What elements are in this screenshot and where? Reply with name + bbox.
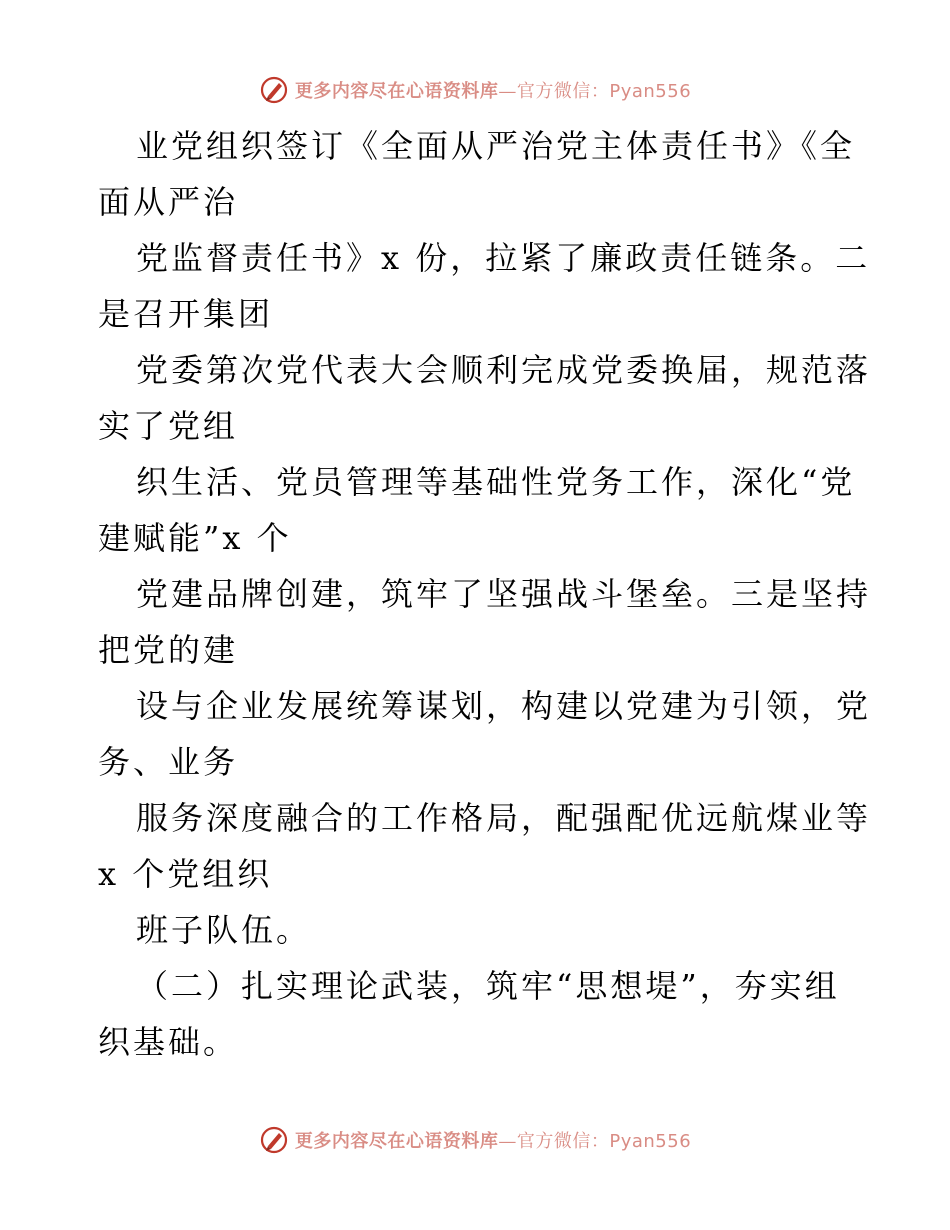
text-line: 织基础。 [98, 1023, 239, 1061]
watermark-wechat-id: Pyan556 [609, 81, 692, 102]
text-line: x 个党组织 [98, 855, 273, 893]
watermark-header [0, 70, 950, 110]
text-line: 把党的建 [98, 631, 239, 669]
text-line: 党监督责任书》x 份，拉紧了廉政责任链条。二 [136, 239, 871, 277]
text-line: 实了党组 [98, 407, 239, 445]
text-line: 服务深度融合的工作格局，配强配优远航煤业等 [136, 799, 872, 837]
watermark-text [295, 1127, 691, 1153]
text-line: 织生活、党员管理等基础性党务工作，深化“党 [136, 463, 856, 501]
pen-logo-icon [259, 75, 289, 105]
watermark-text [295, 77, 691, 103]
text-line: 党委第次党代表大会顺利完成党委换届，规范落 [136, 351, 872, 389]
watermark-footer [0, 1120, 950, 1160]
watermark-official-label: 官方微信： [516, 81, 610, 102]
text-line: 班子队伍。 [136, 911, 312, 949]
text-line: 党建品牌创建，筑牢了坚强战斗堡垒。三是坚持 [136, 575, 872, 613]
text-line: 设与企业发展统筹谋划，构建以党建为引领，党 [136, 687, 872, 725]
text-line: 务、业务 [98, 743, 239, 781]
watermark-separator: — [498, 81, 517, 102]
watermark-main: 更多内容尽在心语资料库 [294, 1131, 499, 1152]
section-heading: （二）扎实理论武装，筑牢“思想堤”，夯实组 [136, 967, 840, 1005]
text-line: 面从严治 [98, 183, 239, 221]
document-body [98, 118, 872, 1070]
text-line: 建赋能”x 个 [98, 519, 292, 557]
watermark-main: 更多内容尽在心语资料库 [294, 81, 499, 102]
watermark-official-label: 官方微信： [516, 1131, 610, 1152]
watermark-separator: — [498, 1131, 517, 1152]
text-line: 是召开集团 [98, 295, 274, 333]
pen-logo-icon [259, 1125, 289, 1155]
watermark-wechat-id: Pyan556 [609, 1131, 692, 1152]
text-line: 业党组织签订《全面从严治党主体责任书》《全 [136, 127, 856, 165]
